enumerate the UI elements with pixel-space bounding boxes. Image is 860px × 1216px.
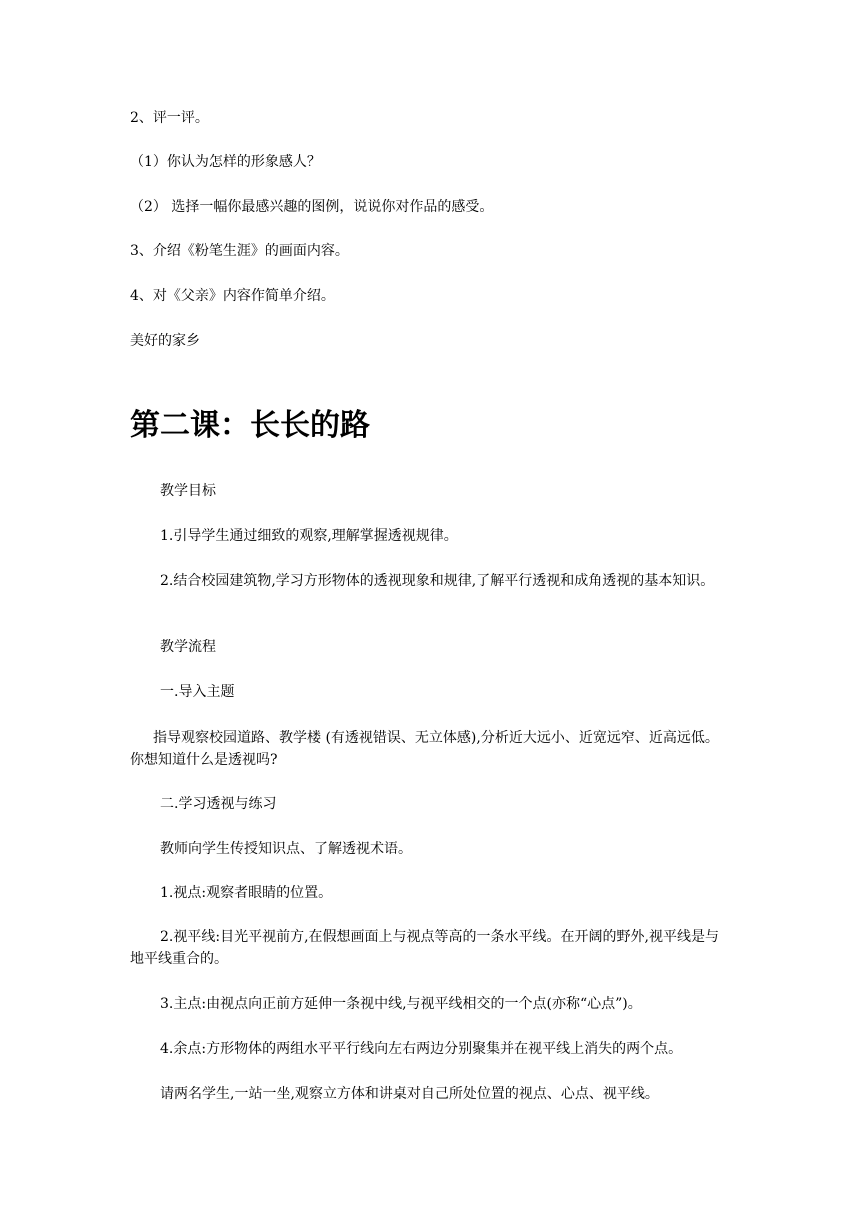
list-item: 2、评一评。	[130, 110, 209, 126]
list-item: （1）你认为怎样的形象感人？	[130, 154, 321, 170]
page-title: 第二课：长长的路	[130, 408, 370, 443]
list-item: 4、对《父亲》内容作简单介绍。	[130, 288, 335, 304]
paragraph: 指导观察校园道路、教学楼 (有透视错误、无立体感),分析近大远小、近宽远窄、近高远低。你想知道什么是透视吗?	[130, 730, 719, 768]
section-title: 教学流程	[160, 639, 216, 655]
paragraph: 2.结合校园建筑物,学习方形物体的透视现象和规律,了解平行透视和成角透视的基本知识。	[160, 573, 715, 589]
paragraph: 1.视点:观察者眼睛的位置。	[160, 885, 333, 901]
paragraph: 4.余点:方形物体的两组水平平行线向左右两边分别聚集并在视平线上消失的两个点。	[160, 1041, 683, 1057]
list-item: 3、介绍《粉笔生涯》的画面内容。	[130, 243, 349, 259]
section-title: 教学目标	[160, 483, 216, 499]
section-title: 一.导入主题	[160, 684, 235, 700]
section-title: 二.学习透视与练习	[160, 796, 277, 812]
list-item: （2） 选择一幅你最感兴趣的图例，说说你对作品的感受。	[130, 199, 494, 215]
paragraph: 请两名学生,一站一坐,观察立方体和讲桌对自己所处位置的视点、心点、视平线。	[160, 1086, 659, 1102]
paragraph: 2.视平线:目光平视前方,在假想画面上与视点等高的一条水平线。在开阔的野外,视平线是与地平线重合的。	[130, 929, 719, 967]
paragraph: 教师向学生传授知识点、了解透视术语。	[160, 841, 412, 857]
paragraph: 3.主点:由视点向正前方延伸一条视中线,与视平线相交的一个点(亦称“心点”)。	[160, 996, 642, 1012]
paragraph: 1.引导学生通过细致的观察,理解掌握透视规律。	[160, 528, 458, 544]
paragraph: 美好的家乡	[130, 333, 200, 349]
